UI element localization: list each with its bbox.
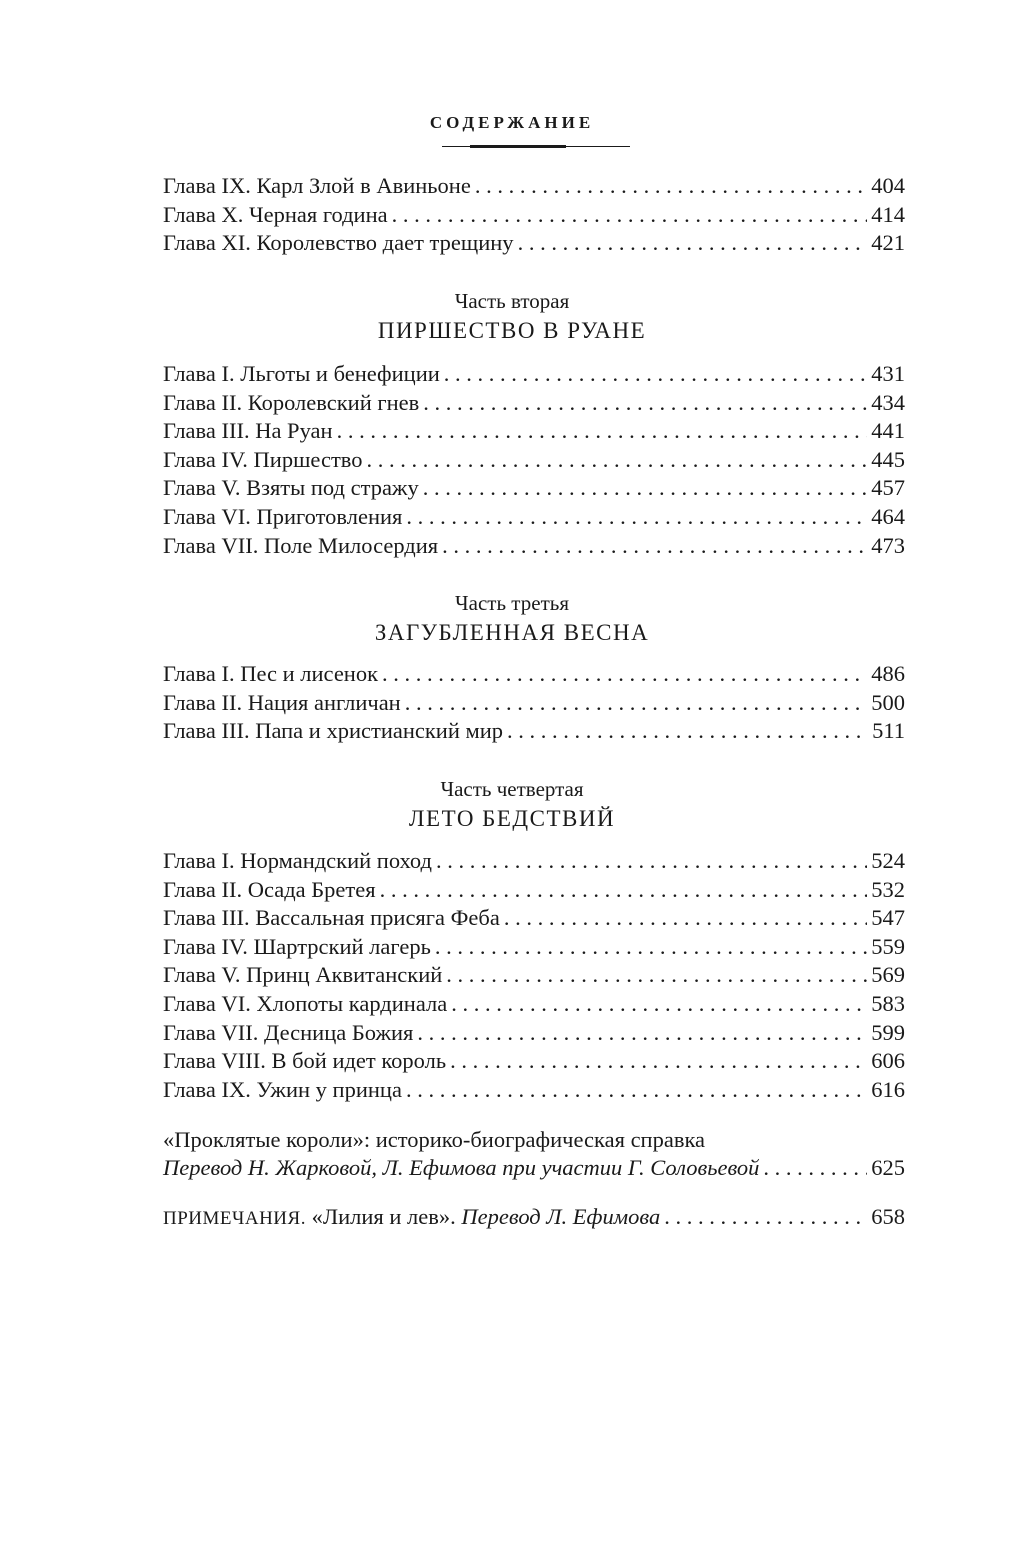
dot-leader (392, 201, 868, 230)
entry-title: Глава III. Вассальная присяга Феба (163, 905, 500, 931)
dot-leader (475, 172, 867, 201)
part-heading-three (0, 589, 1024, 649)
toc-entry[interactable] (163, 474, 905, 503)
entry-title: Глава VIII. В бой идет король (163, 1048, 447, 1074)
entry-title: Глава II. Королевский гнев (163, 389, 420, 415)
toc-section-part-three (163, 660, 905, 746)
dot-leader (337, 417, 868, 446)
toc-entry[interactable] (163, 503, 905, 532)
part-title: ЛЕТО БЕДСТВИЙ (408, 806, 616, 831)
dot-leader (423, 389, 867, 418)
entry-title: Глава III. Папа и христианский мир (163, 718, 504, 744)
entry-page: 500 (871, 689, 905, 715)
entry-page: 658 (871, 1204, 905, 1229)
entry-page: 559 (871, 933, 905, 959)
dot-leader (507, 717, 868, 746)
entry-page: 569 (871, 962, 905, 988)
reference-title[interactable]: «Проклятые короли»: историко-биографическая справка (163, 1127, 706, 1152)
part-title: ПИРШЕСТВО В РУАНЕ (377, 318, 647, 343)
entry-page: 524 (871, 848, 905, 873)
entry-page: 606 (871, 1048, 905, 1074)
toc-entry-notes[interactable] (163, 1203, 905, 1232)
entry-page: 511 (872, 718, 905, 744)
entry-page: 532 (871, 876, 905, 902)
notes-label (163, 1203, 660, 1234)
entry-title: Глава VII. Поле Милосердия (163, 532, 439, 558)
running-head: СОДЕРЖАНИЕ (429, 113, 595, 132)
dot-leader (451, 990, 867, 1019)
toc-entry[interactable] (163, 717, 905, 746)
toc-entry[interactable] (163, 532, 905, 561)
toc-entry[interactable] (163, 876, 905, 905)
part-title: ЗАГУБЛЕННАЯ ВЕСНА (374, 620, 650, 645)
toc-entry-reference[interactable] (163, 1154, 905, 1183)
toc-entry[interactable] (163, 1047, 905, 1076)
entry-page: 583 (871, 990, 905, 1016)
entry-page: 421 (871, 230, 905, 256)
toc-entry[interactable] (163, 417, 905, 446)
dot-leader (406, 1076, 867, 1105)
entry-page: 599 (871, 1019, 905, 1045)
dot-leader (423, 474, 868, 503)
entry-title: Глава IV. Пиршество (163, 446, 363, 472)
entry-page: 445 (871, 446, 905, 472)
entry-title: Глава II. Нация англичан (163, 689, 401, 715)
part-label: Часть вторая (454, 289, 570, 313)
entry-page: 414 (871, 201, 905, 227)
dot-leader (436, 847, 867, 876)
entry-title: Глава X. Черная година (163, 201, 388, 227)
entry-title: Глава I. Льготы и бенефиции (163, 361, 440, 386)
dot-leader (504, 904, 867, 933)
dot-leader (405, 689, 868, 718)
entry-page: 441 (871, 418, 905, 444)
entry-title: Глава III. На Руан (163, 418, 333, 444)
dot-leader (442, 532, 867, 561)
toc-entry[interactable] (163, 847, 905, 876)
toc-entry[interactable] (163, 933, 905, 962)
part-label: Часть четвертая (440, 777, 584, 801)
entry-title: Глава VI. Приготовления (163, 503, 403, 529)
part-label: Часть третья (455, 591, 569, 615)
toc-entry[interactable] (163, 389, 905, 418)
dot-leader (367, 446, 868, 475)
part-heading-two (0, 287, 1024, 347)
entry-title: Глава XI. Королевство дает трещину (163, 230, 514, 256)
notes-caps: ПРИМЕЧАНИЯ. (163, 1208, 306, 1229)
toc-entry[interactable] (163, 229, 905, 258)
toc-entry[interactable] (163, 904, 905, 933)
toc-section-part-two (163, 360, 905, 560)
head-rule-accent (470, 145, 566, 148)
entry-title: Глава VI. Хлопоты кардинала (163, 990, 448, 1016)
dot-leader (763, 1154, 867, 1183)
toc-entry[interactable] (163, 660, 905, 689)
entry-title: Глава IX. Карл Злой в Авиньоне (163, 173, 471, 198)
entry-page: 434 (871, 389, 905, 415)
toc-entry[interactable] (163, 1076, 905, 1105)
toc-appendix-notes (163, 1203, 905, 1232)
toc-entry[interactable] (163, 201, 905, 230)
entry-title: Глава VII. Десница Божия (163, 1019, 414, 1045)
dot-leader (417, 1019, 867, 1048)
dot-leader (382, 660, 867, 689)
toc-entry[interactable] (163, 1019, 905, 1048)
entry-title: Глава IX. Ужин у принца (163, 1076, 402, 1102)
toc-section-continued (163, 172, 905, 258)
reference-translator: Перевод Н. Жарковой, Л. Ефимова при участии Г. Соловьевой (163, 1155, 760, 1180)
entry-page: 547 (871, 905, 905, 931)
entry-page: 473 (871, 532, 905, 558)
dot-leader (406, 503, 867, 532)
dot-leader (435, 933, 867, 962)
entry-title: Глава V. Взяты под стражу (163, 475, 419, 501)
dot-leader (518, 229, 868, 258)
toc-entry[interactable] (163, 360, 905, 389)
toc-entry[interactable] (163, 172, 905, 201)
dot-leader (380, 876, 868, 905)
notes-translator: Перевод Л. Ефимова (461, 1204, 661, 1229)
entry-page: 464 (871, 503, 905, 529)
notes-title: «Лилия и лев». (311, 1204, 456, 1229)
toc-entry[interactable] (163, 446, 905, 475)
dot-leader (446, 961, 867, 990)
entry-page: 486 (871, 661, 905, 686)
entry-page: 404 (871, 173, 905, 198)
toc-appendix-reference (163, 1125, 905, 1183)
entry-page: 625 (871, 1155, 905, 1180)
toc-section-part-four (163, 847, 905, 1104)
entry-title: Глава I. Нормандский поход (163, 848, 432, 873)
entry-page: 431 (871, 361, 905, 386)
entry-title: Глава IV. Шартрский лагерь (163, 933, 431, 959)
entry-page: 457 (871, 475, 905, 501)
entry-title: Глава V. Принц Аквитанский (163, 962, 443, 988)
dot-leader (664, 1203, 867, 1232)
toc-entry[interactable] (163, 689, 905, 718)
entry-title: Глава I. Пес и лисенок (163, 661, 379, 686)
entry-title: Глава II. Осада Бретея (163, 876, 376, 902)
part-heading-four (0, 775, 1024, 835)
toc-entry[interactable] (163, 961, 905, 990)
toc-entry[interactable] (163, 990, 905, 1019)
entry-page: 616 (871, 1076, 905, 1102)
dot-leader (444, 360, 867, 389)
dot-leader (450, 1047, 867, 1076)
